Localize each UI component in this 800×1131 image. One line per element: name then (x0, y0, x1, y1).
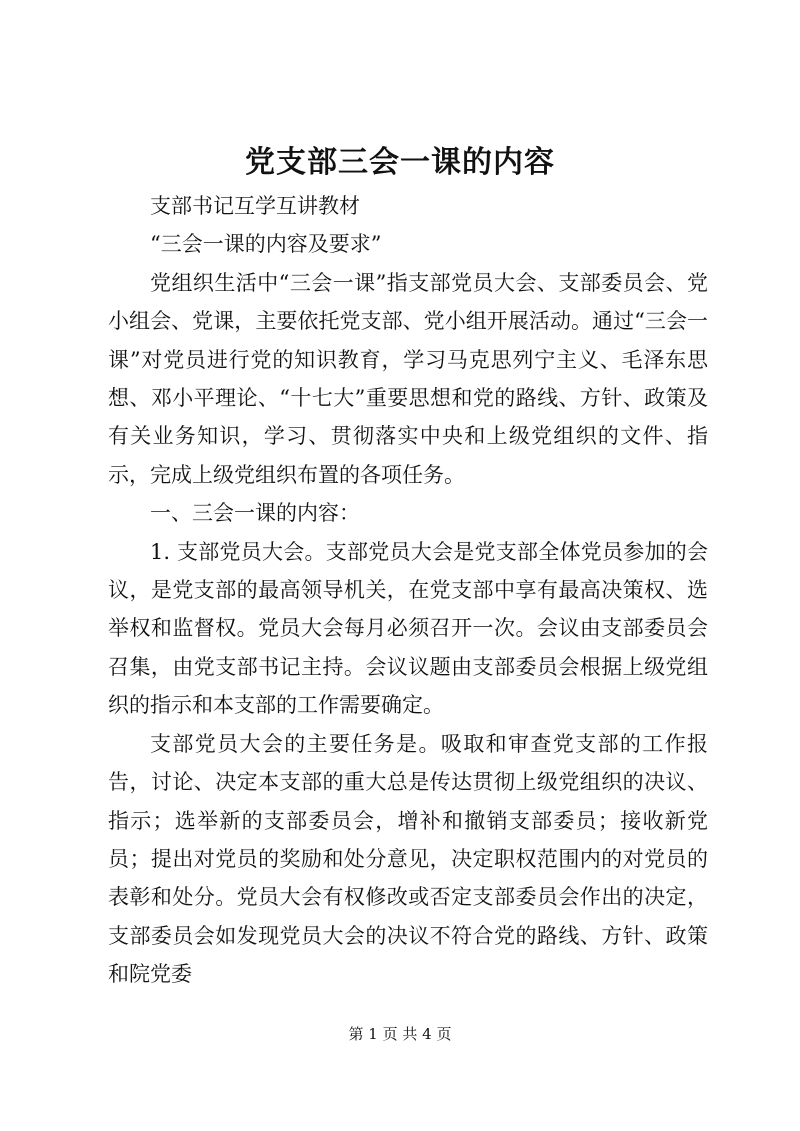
paragraph-heading-quote: “三会一课的内容及要求” (150, 232, 382, 257)
paragraph-intro: 党组织生活中“三会一课”指支部党员大会、支部委员会、党小组会、党课，主要依托党支部、党小组开展活动。通过“三会一课”对党员进行党的知识教育，学习马克思列宁主义、毛泽东思想、邓小平理论、“十七大”重要思想和党的路线、方针、政策及有关业务知识，学习、贯彻落实中央和上级党组织的文件、指示，完成上级党组织布置的各项任务。 (108, 270, 708, 487)
document-title: 党支部三会一课的内容 (245, 145, 555, 180)
page-footer: 第 1 页 共 4 页 (348, 1025, 452, 1043)
document-body (108, 187, 708, 994)
paragraph-party-congress: 1. 支部党员大会。支部党员大会是党支部全体党员参加的会议，是党支部的最高领导机关，在党支部中享有最高决策权、选举权和监督权。党员大会每月必须召开一次。会议由支部委员会召集，由党支部书记主持。会议议题由支部委员会根据上级党组织的指示和本支部的工作需要确定。 (108, 539, 708, 718)
paragraph-section-heading: 一、三会一课的内容： (150, 501, 360, 526)
paragraph-congress-tasks: 支部党员大会的主要任务是。吸取和审查党支部的工作报告，讨论、决定本支部的重大总是传达贯彻上级党组织的决议、指示；选举新的支部委员会，增补和撤销支部委员；接收新党员；提出对党员的奖励和处分意见，决定职权范围内的对党员的表彰和处分。党员大会有权修改或否定支部委员会作出的决定，支部委员会如发现党员大会的决议不符合党的路线、方针、政策和院党委 (108, 731, 708, 987)
paragraph-subtitle: 支部书记互学互讲教材 (150, 194, 360, 218)
